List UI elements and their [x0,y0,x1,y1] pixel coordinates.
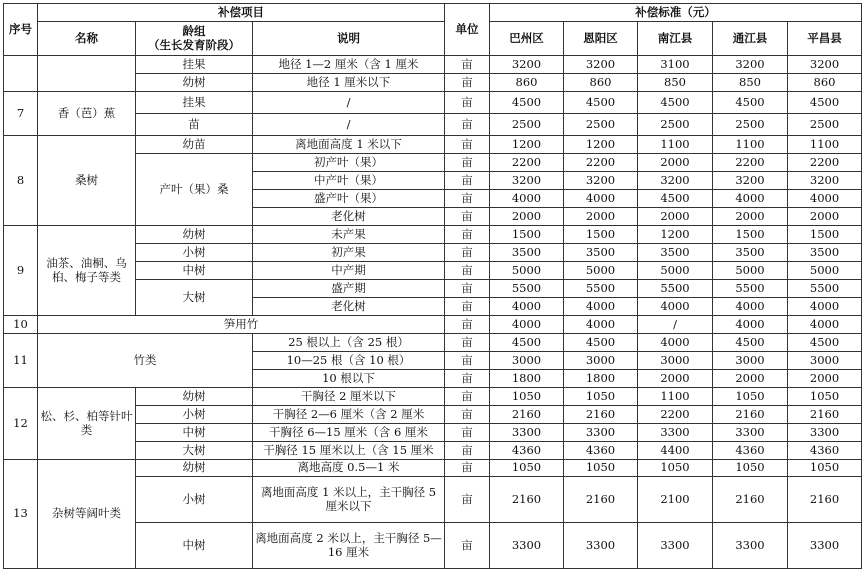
data-cell: 离地面高度 1 米以下 [253,136,445,154]
data-cell: 3500 [564,244,638,262]
data-cell: 3300 [564,424,638,442]
data-cell: 5000 [490,262,564,280]
data-cell: 5000 [564,262,638,280]
data-cell: 亩 [445,334,490,352]
data-cell: 4000 [788,298,862,316]
data-cell: 4360 [490,442,564,460]
data-cell: 2000 [490,208,564,226]
data-cell: 离地面高度 2 米以上，主干胸径 5—16 厘米 [253,523,445,569]
header-age-group: 龄组 （生长发育阶段） [136,22,253,56]
data-cell: 中树 [136,523,253,569]
data-cell: 4000 [713,190,788,208]
data-cell: 4360 [788,442,862,460]
data-cell: 亩 [445,352,490,370]
data-cell: 860 [490,74,564,92]
row-name: 竹类 [38,334,253,388]
data-cell: 1200 [638,226,713,244]
data-cell: 2000 [713,370,788,388]
data-cell: 挂果 [136,92,253,114]
data-cell: 4360 [564,442,638,460]
data-cell: 10 根以下 [253,370,445,388]
data-cell: 3300 [713,424,788,442]
data-cell: 2000 [564,208,638,226]
age-group-cell: 产叶（果）桑 [136,154,253,226]
data-cell: 小树 [136,244,253,262]
data-cell: 4000 [490,316,564,334]
data-cell: 4500 [564,92,638,114]
data-cell: 离地面高度 1 米以上，主干胸径 5 厘米以下 [253,477,445,523]
data-cell: 4500 [713,334,788,352]
data-cell: 2000 [638,370,713,388]
data-cell: 2200 [564,154,638,172]
data-cell: 初产果 [253,244,445,262]
data-cell: 2500 [564,114,638,136]
header-district-1: 恩阳区 [564,22,638,56]
data-cell: 5000 [713,262,788,280]
data-cell: 1500 [788,226,862,244]
row-seq: 11 [4,334,38,388]
data-cell: 4000 [490,190,564,208]
row-seq: 12 [4,388,38,460]
data-cell: 幼树 [136,74,253,92]
data-cell: 幼树 [136,460,253,477]
data-cell: 盛产叶（果） [253,190,445,208]
row-seq: 8 [4,136,38,226]
data-cell: 4000 [490,298,564,316]
data-cell: 1050 [490,460,564,477]
data-cell: 2160 [788,477,862,523]
table-row [4,56,862,74]
data-cell: 2000 [788,208,862,226]
data-cell: 1200 [564,136,638,154]
data-cell: 2200 [490,154,564,172]
data-cell: 4500 [788,334,862,352]
data-cell: 2500 [490,114,564,136]
data-cell: 3500 [788,244,862,262]
data-cell: 3500 [490,244,564,262]
data-cell: 5500 [788,280,862,298]
header-name: 名称 [38,22,136,56]
data-cell: 亩 [445,442,490,460]
data-cell: 3300 [638,424,713,442]
data-cell: 4500 [713,92,788,114]
row-name: 松、杉、柏等针叶类 [38,388,136,460]
data-cell: 4000 [713,316,788,334]
data-cell: 4500 [638,190,713,208]
data-cell: 4000 [564,316,638,334]
data-cell: 3300 [638,523,713,569]
data-cell: 3300 [490,424,564,442]
age-group-cell: 大树 [136,280,253,316]
data-cell: 3200 [788,172,862,190]
data-cell: 5000 [788,262,862,280]
header-row-2 [4,22,862,56]
data-cell: 干胸径 6—15 厘米（含 6 厘米 [253,424,445,442]
data-cell: 幼苗 [136,136,253,154]
data-cell: 5500 [713,280,788,298]
data-cell: 亩 [445,114,490,136]
header-standard: 补偿标准（元） [490,4,862,22]
data-cell: 25 根以上（含 25 根） [253,334,445,352]
data-cell: 亩 [445,92,490,114]
data-cell: 亩 [445,370,490,388]
data-cell: 2000 [638,208,713,226]
data-cell: 860 [788,74,862,92]
data-cell: 3200 [713,56,788,74]
data-cell: 2160 [713,406,788,424]
header-desc: 说明 [253,22,445,56]
data-cell: 3000 [713,352,788,370]
data-cell: 亩 [445,208,490,226]
data-cell: 2200 [638,406,713,424]
data-cell: 3300 [788,424,862,442]
data-cell: 5500 [490,280,564,298]
table-row [4,136,862,154]
row-seq: 13 [4,460,38,569]
data-cell: 2160 [564,406,638,424]
data-cell: 亩 [445,280,490,298]
row-name: 杂树等阔叶类 [38,460,136,569]
data-cell: 3200 [638,172,713,190]
data-cell: 地径 1—2 厘米（含 1 厘米 [253,56,445,74]
data-cell: 2160 [490,477,564,523]
data-cell: 小树 [136,406,253,424]
data-cell: 3000 [788,352,862,370]
data-cell: / [638,316,713,334]
data-cell: 3200 [564,56,638,74]
header-district-0: 巴州区 [490,22,564,56]
data-cell: 1100 [638,136,713,154]
data-cell: 3300 [788,523,862,569]
data-cell: 4400 [638,442,713,460]
table-body [4,4,862,569]
data-cell: 地径 1 厘米以下 [253,74,445,92]
data-cell: 3500 [638,244,713,262]
data-cell: 3000 [490,352,564,370]
header-seq: 序号 [4,4,38,56]
row-name: 香（芭）蕉 [38,92,136,136]
data-cell: 1050 [564,460,638,477]
data-cell: 中产期 [253,262,445,280]
data-cell: 离地高度 0.5—1 米 [253,460,445,477]
data-cell: 1800 [564,370,638,388]
data-cell: 亩 [445,190,490,208]
data-cell: 5000 [638,262,713,280]
data-cell: 2200 [713,154,788,172]
data-cell: 4000 [788,316,862,334]
data-cell: 幼树 [136,226,253,244]
data-cell: 3000 [638,352,713,370]
table-row [4,388,862,406]
data-cell: 干胸径 2—6 厘米（含 2 厘米 [253,406,445,424]
data-cell: / [253,114,445,136]
blank-cell [38,56,136,92]
data-cell: 亩 [445,74,490,92]
data-cell: 2000 [638,154,713,172]
data-cell: 4500 [490,92,564,114]
data-cell: 2500 [788,114,862,136]
header-district-4: 平昌县 [788,22,862,56]
data-cell: 亩 [445,406,490,424]
data-cell: 3300 [713,523,788,569]
data-cell: 2160 [564,477,638,523]
row-seq: 10 [4,316,38,334]
data-cell: 1050 [564,388,638,406]
header-district-2: 南江县 [638,22,713,56]
data-cell: 1050 [713,388,788,406]
data-cell: 1500 [490,226,564,244]
data-cell: 2100 [638,477,713,523]
data-cell: 亩 [445,316,490,334]
data-cell: 3500 [713,244,788,262]
data-cell: 1050 [490,388,564,406]
data-cell: 亩 [445,388,490,406]
table-row [4,92,862,114]
blank-cell [4,56,38,92]
data-cell: 挂果 [136,56,253,74]
data-cell: 5500 [638,280,713,298]
data-cell: 3200 [713,172,788,190]
data-cell: 老化树 [253,298,445,316]
data-cell: 2160 [490,406,564,424]
data-cell: 干胸径 2 厘米以下 [253,388,445,406]
data-cell: 2160 [788,406,862,424]
data-cell: 盛产期 [253,280,445,298]
data-cell: 苗 [136,114,253,136]
data-cell: 亩 [445,298,490,316]
data-cell: 亩 [445,477,490,523]
data-cell: 亩 [445,226,490,244]
data-cell: 4000 [564,298,638,316]
data-cell: 亩 [445,460,490,477]
table-row [4,316,862,334]
data-cell: 3200 [564,172,638,190]
data-cell: 2160 [713,477,788,523]
data-cell: 1200 [490,136,564,154]
data-cell: 4000 [788,190,862,208]
row-name: 笋用竹 [38,316,445,334]
data-cell: 1500 [564,226,638,244]
data-cell: 亩 [445,424,490,442]
row-seq: 9 [4,226,38,316]
data-cell: 初产叶（果） [253,154,445,172]
data-cell: 1050 [638,460,713,477]
data-cell: 小树 [136,477,253,523]
data-cell: 4500 [564,334,638,352]
data-cell: 4500 [788,92,862,114]
data-cell: 幼树 [136,388,253,406]
data-cell: 2500 [713,114,788,136]
row-name: 桑树 [38,136,136,226]
compensation-standard-table [3,3,862,569]
data-cell: 860 [564,74,638,92]
data-cell: 干胸径 15 厘米以上（含 15 厘米 [253,442,445,460]
data-cell: 3200 [490,172,564,190]
data-cell: 1050 [788,460,862,477]
data-cell: 亩 [445,244,490,262]
header-unit: 单位 [445,4,490,56]
data-cell: 850 [713,74,788,92]
data-cell: 中树 [136,262,253,280]
data-cell: 1800 [490,370,564,388]
data-cell: 亩 [445,56,490,74]
data-cell: 850 [638,74,713,92]
data-cell: 3200 [788,56,862,74]
table-row [4,460,862,477]
data-cell: 亩 [445,172,490,190]
data-cell: 3100 [638,56,713,74]
data-cell: 1100 [638,388,713,406]
data-cell: 3300 [490,523,564,569]
data-cell: 5500 [564,280,638,298]
data-cell: 1100 [788,136,862,154]
data-cell: 中树 [136,424,253,442]
data-cell: 1050 [713,460,788,477]
header-row-1 [4,4,862,22]
data-cell: 4000 [713,298,788,316]
data-cell: 3000 [564,352,638,370]
data-cell: 4500 [490,334,564,352]
data-cell: 1050 [788,388,862,406]
data-cell: 4000 [638,334,713,352]
data-cell: 老化树 [253,208,445,226]
data-cell: 中产叶（果） [253,172,445,190]
data-cell: 1500 [713,226,788,244]
data-cell: 4360 [713,442,788,460]
data-cell: 亩 [445,523,490,569]
data-cell: 亩 [445,136,490,154]
data-cell: 亩 [445,262,490,280]
data-cell: 2000 [788,370,862,388]
data-cell: 大树 [136,442,253,460]
header-district-3: 通江县 [713,22,788,56]
table-row [4,334,862,352]
data-cell: 4500 [638,92,713,114]
data-cell: 10—25 根（含 10 根） [253,352,445,370]
row-name: 油茶、油桐、乌桕、梅子等类 [38,226,136,316]
header-project: 补偿项目 [38,4,445,22]
data-cell: 3300 [564,523,638,569]
data-cell: 4000 [564,190,638,208]
data-cell: 4000 [638,298,713,316]
row-seq: 7 [4,92,38,136]
data-cell: / [253,92,445,114]
data-cell: 未产果 [253,226,445,244]
data-cell: 2000 [713,208,788,226]
data-cell: 3200 [490,56,564,74]
data-cell: 2500 [638,114,713,136]
data-cell: 1100 [713,136,788,154]
data-cell: 亩 [445,154,490,172]
data-cell: 2200 [788,154,862,172]
table-row [4,226,862,244]
